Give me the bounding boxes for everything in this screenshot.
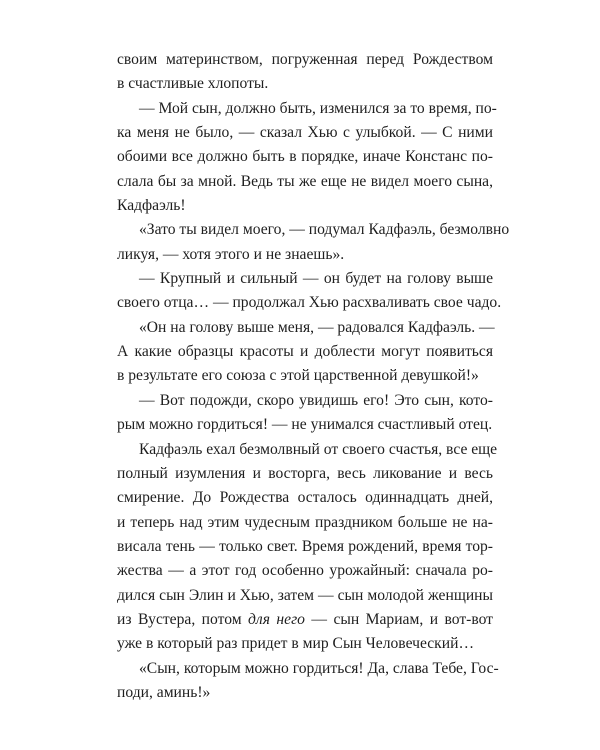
text-line: жества — а этот год особенно урожайный: сначала ро-	[117, 562, 493, 580]
text-line: и теперь над этим чудесным праздником больше не на-	[117, 513, 493, 531]
text-line: «Сын, которым можно гордиться! Да, слава Тебе, Гос-	[139, 659, 499, 677]
text-line: слала бы за мной. Ведь ты же еще не видел моего сына,	[117, 172, 493, 190]
text-line: полный изумления и восторга, весь ликование и весь	[117, 464, 493, 482]
text-line: — Крупный и сильный — он будет на голову выше	[139, 270, 493, 288]
text-line: А какие образцы красоты и доблести могут появиться	[117, 343, 493, 361]
text-line: ка меня не было, — сказал Хью с улыбкой. — С ними	[117, 124, 493, 142]
text-line: Кадфаэль ехал безмолвный от своего счастья, все еще	[139, 440, 498, 458]
text-line: «Он на голову выше меня, — радовался Кадфаэль. —	[139, 318, 495, 336]
text-line: ликуя, — хотя этого и не знаешь».	[117, 245, 345, 263]
italic-emphasis: для него	[248, 610, 305, 628]
text-line: висала тень — только свет. Время рождений, время тор-	[117, 537, 493, 555]
text-line: дился сын Элин и Хью, затем — сын молодой женщины	[117, 586, 493, 604]
text-line	[117, 608, 493, 632]
text-line: поди, аминь!»	[117, 683, 211, 701]
text-line: обоими все должно быть в порядке, иначе Констанс по-	[117, 148, 493, 166]
text-line: рым можно гордиться! — не унимался счастливый отец.	[117, 416, 493, 434]
text-fragment: из Вустера, потом	[117, 610, 242, 628]
text-line: Кадфаэль!	[117, 197, 186, 215]
text-line: «Зато ты видел моего, — подумал Кадфаэль, безмолвно	[139, 221, 510, 239]
text-line: в счастливые хлопоты.	[117, 75, 269, 93]
text-line: — Мой сын, должно быть, изменился за то время, по-	[139, 99, 497, 117]
text-line: смирение. До Рождества осталось одиннадцать дней,	[117, 489, 493, 507]
text-line: — Вот подожди, скоро увидишь его! Это сын, кото-	[139, 391, 493, 409]
text-line: в результате его союза с этой царственной девушкой!»	[117, 367, 479, 385]
text-line: уже в который раз придет в мир Сын Человеческий…	[117, 635, 475, 653]
text-fragment: — сын Мариам, и вот-вот	[311, 610, 493, 628]
text-line: своего отца… — продолжал Хью расхваливать свое чадо.	[117, 294, 502, 312]
text-block	[117, 48, 510, 705]
text-line: своим материнством, погруженная перед Рождеством	[117, 51, 493, 68]
